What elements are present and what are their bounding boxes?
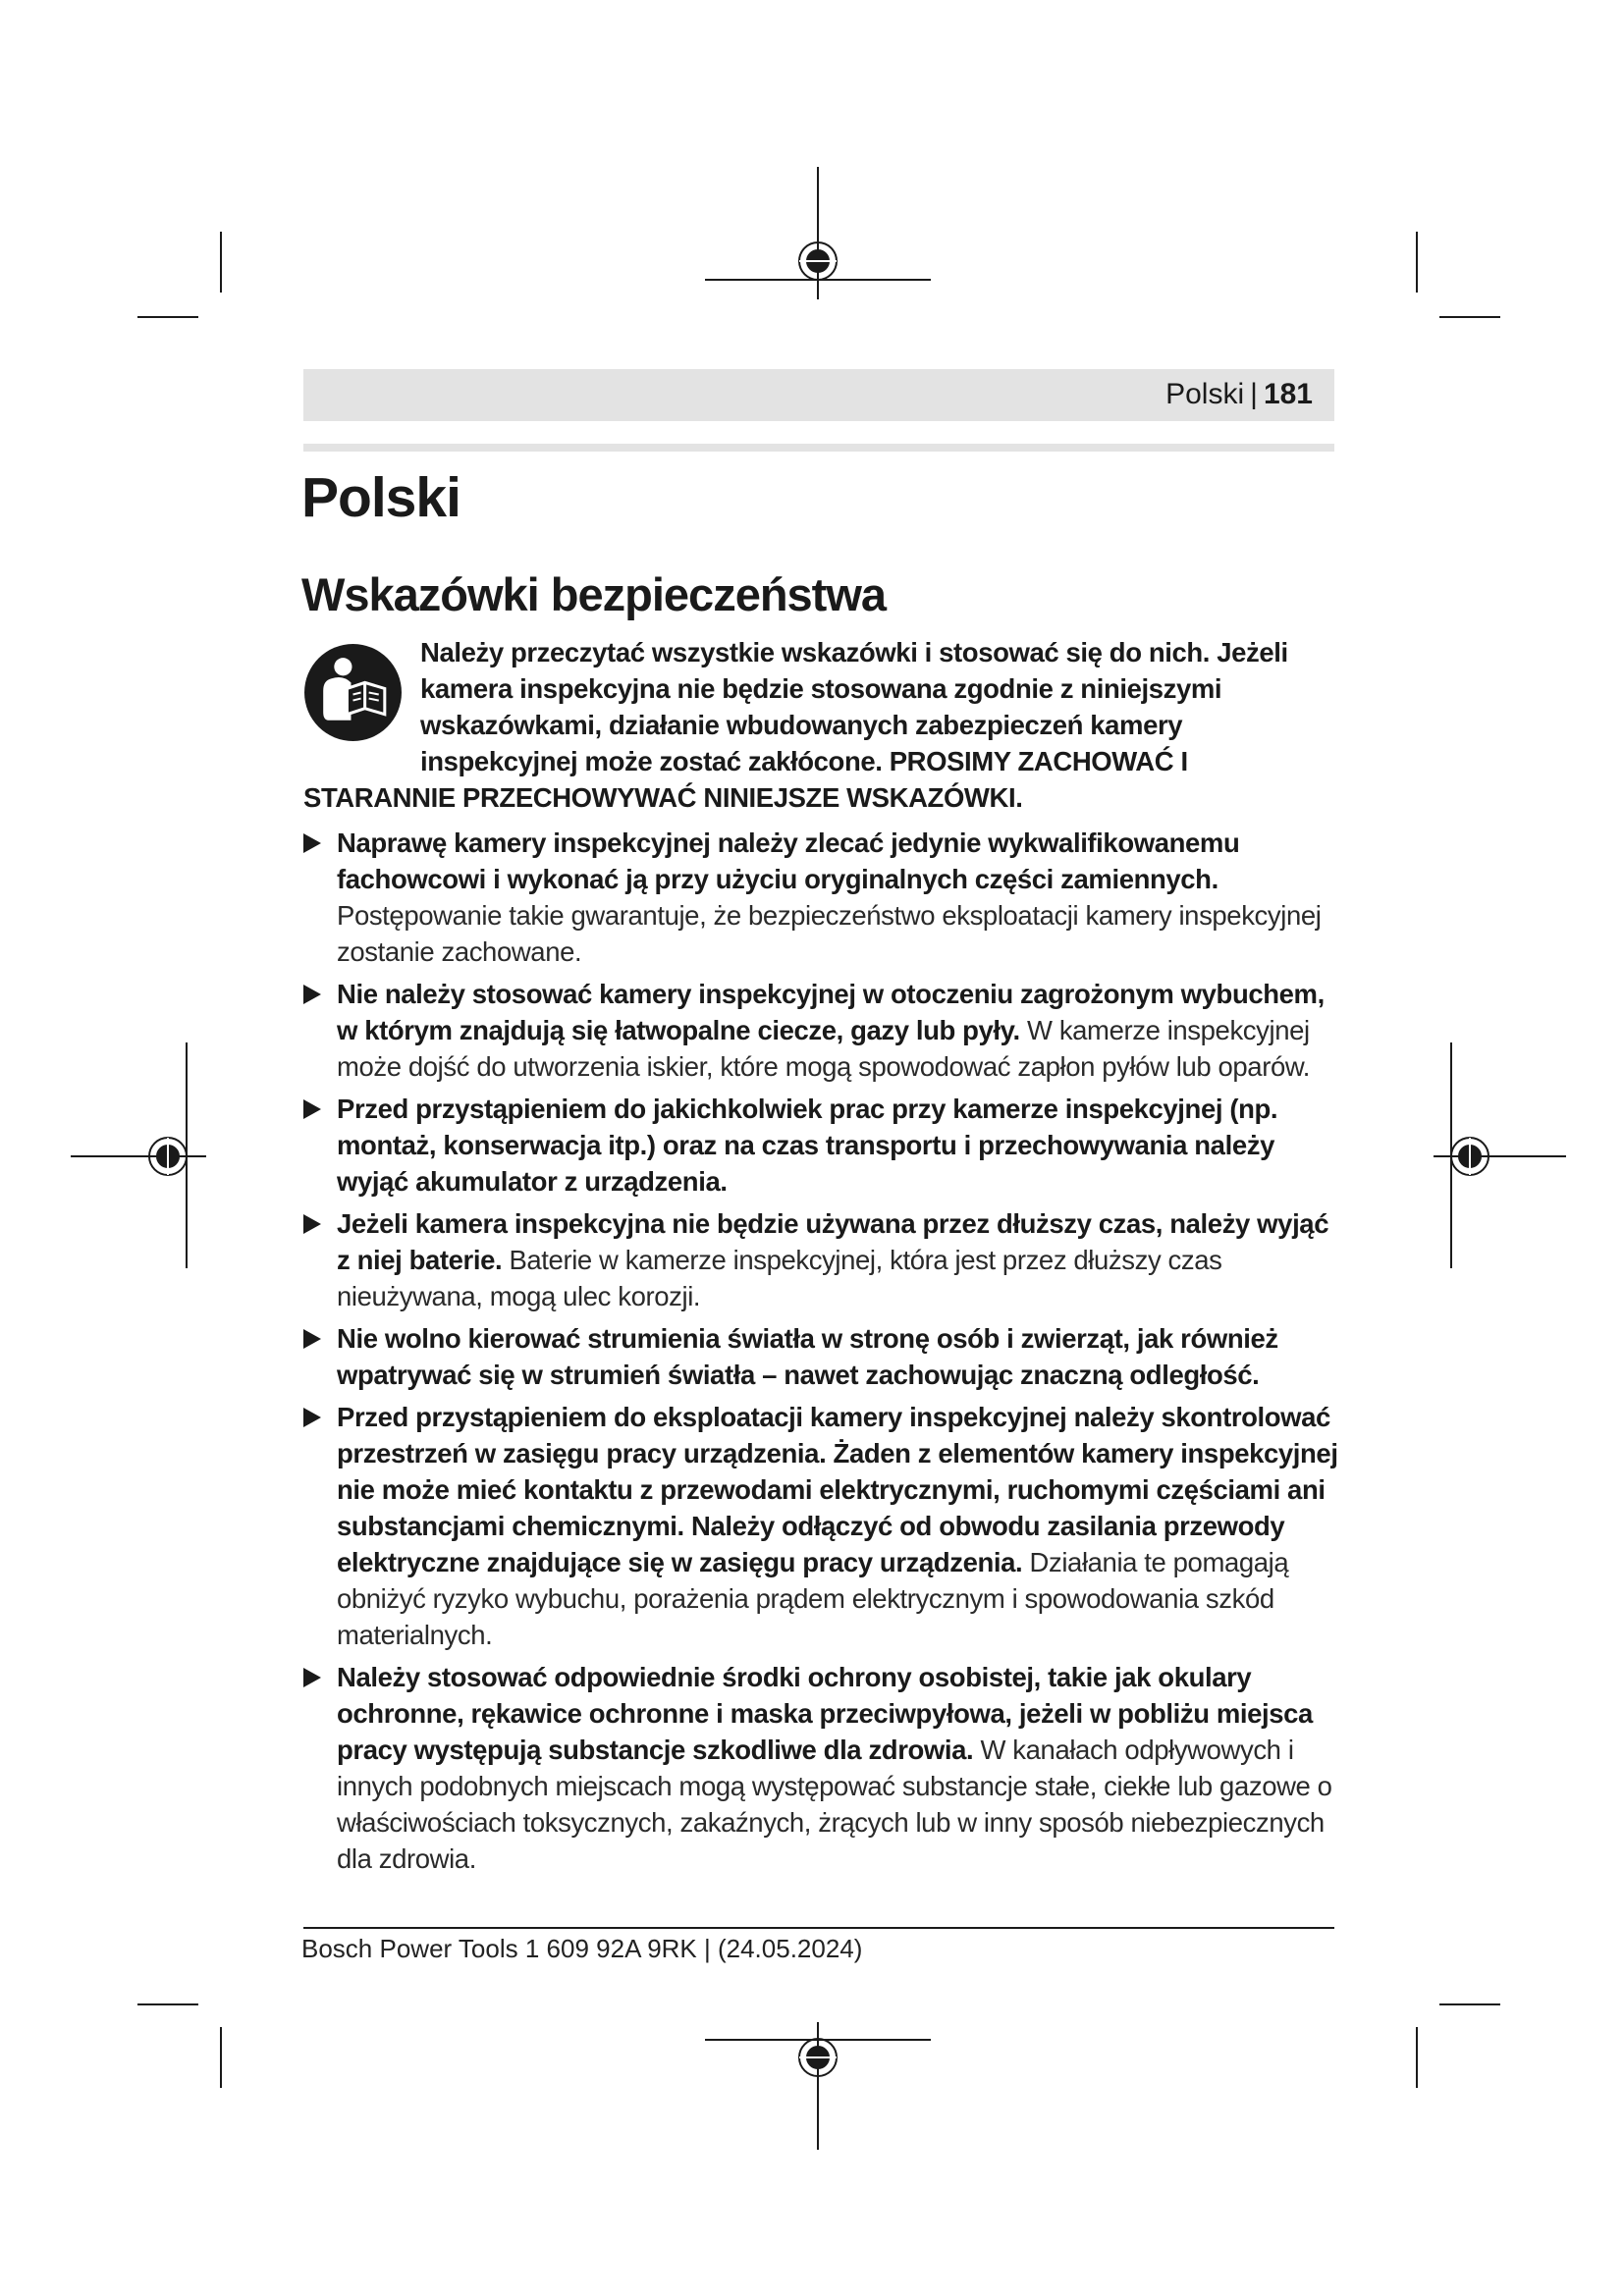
header-rule [303, 444, 1334, 452]
list-item [303, 1659, 1342, 1877]
bullet-triangle-icon [303, 1668, 321, 1687]
item-bold-text: Nie wolno kierować strumienia światła w stronę osób i zwierząt, jak również wpatrywać się w strumień światła – nawet zachowując znaczną odległość. [337, 1323, 1278, 1390]
list-item [303, 1399, 1342, 1653]
page-title: Polski [301, 466, 460, 529]
section-heading: Wskazówki bezpieczeństwa [301, 568, 887, 620]
item-bold-text: Należy stosować odpowiednie środki ochrony osobistej, takie jak okulary ochronne, rękawice ochronne i maska przeciwpyłowa, jeżeli w pobliżu miejsca pracy występują substancje szkodliwe dla zdrowia. [337, 1662, 1313, 1765]
list-item [303, 825, 1342, 970]
list-item [303, 976, 1342, 1085]
safety-list [303, 825, 1342, 1883]
registration-mark-bottom [705, 2022, 931, 2150]
item-normal-text: Postępowanie takie gwarantuje, że bezpieczeństwo eksploatacji kamery inspekcyjnej zostanie zachowane. [337, 900, 1322, 967]
item-bold-text: Przed przystąpieniem do eksploatacji kamery inspekcyjnej należy skontrolować przestrzeń w zasięgu pracy urządzenia. Żaden z elementów kamery inspekcyjnej nie może mieć kontaktu z przewodami elektrycznymi, ruchomymi częściami ani substancjami chemicznymi. Należy odłączyć od obwodu zasilania przewody elektryczne znajdujące się w zasięgu pracy urządzenia. [337, 1402, 1338, 1577]
item-bold-text: Jeżeli kamera inspekcyjna nie będzie używana przez dłuższy czas, należy wyjąć z niej baterie. [337, 1208, 1329, 1275]
footer-text: Bosch Power Tools 1 609 92A 9RK | (24.05.2024) [301, 1934, 863, 1963]
registration-mark-top [705, 167, 931, 299]
item-normal-text: Baterie w kamerze inspekcyjnej, która jest przez dłuższy czas nieużywana, mogą ulec korozji. [337, 1245, 1222, 1311]
bullet-triangle-icon [303, 1099, 321, 1119]
bullet-triangle-icon [303, 1329, 321, 1349]
item-bold-text: Nie należy stosować kamery inspekcyjnej w otoczeniu zagrożonym wybuchem, w którym znajdują się łatwopalne ciecze, gazy lub pyły. [337, 979, 1325, 1045]
item-normal-text: W kamerze inspekcyjnej może dojść do utworzenia iskier, które mogą spowodować zapłon pyłów lub oparów. [337, 1015, 1311, 1082]
page-header [303, 369, 1334, 421]
registration-mark-left [71, 1042, 206, 1268]
list-item [303, 1320, 1342, 1393]
intro-text: Należy przeczytać wszystkie wskazówki i stosować się do nich. Jeżeli kamera inspekcyjna nie będzie stosowana zgodnie z niniejszymi wskazówkami, działanie wbudowanych zabezpieczeń kamery inspekcyjnej może zostać zakłócone. PROSIMY ZACHOWAĆ I STARANNIE PRZECHOWYWAĆ NINIEJSZE WSKAZÓWKI. [303, 637, 1288, 813]
bullet-triangle-icon [303, 1214, 321, 1234]
item-normal-text: W kanałach odpływowych i innych podobnych miejscach mogą występować substancje stałe, ciekłe lub gazowe o właściwościach toksycznych, zakaźnych, żrących lub w inny sposób niebezpiecznych dla zdrowia. [337, 1735, 1332, 1874]
list-item [303, 1205, 1342, 1314]
item-normal-text: Działania te pomagają obniżyć ryzyko wybuchu, porażenia prądem elektrycznym i spowodowania szkód materialnych. [337, 1547, 1289, 1650]
bullet-triangle-icon [303, 985, 321, 1004]
header-separator: | [1250, 378, 1258, 410]
intro-paragraph [303, 634, 1334, 816]
item-bold-text: Przed przystąpieniem do jakichkolwiek prac przy kamerze inspekcyjnej (np. montaż, konserwacja itp.) oraz na czas transportu i przechowywania należy wyjąć akumulator z urządzenia. [337, 1094, 1278, 1197]
page-number: 181 [1263, 378, 1313, 410]
footer-rule [303, 1927, 1334, 1929]
item-bold-text: Naprawę kamery inspekcyjnej należy zlecać jedynie wykwalifikowanemu fachowcowi i wykonać ją przy użyciu oryginalnych części zamiennych. [337, 828, 1240, 894]
read-manual-icon [303, 643, 403, 742]
header-text [1165, 378, 1313, 411]
bullet-triangle-icon [303, 833, 321, 853]
list-item [303, 1091, 1342, 1200]
registration-mark-right [1434, 1042, 1566, 1268]
bullet-triangle-icon [303, 1408, 321, 1427]
header-section: Polski [1165, 378, 1245, 410]
